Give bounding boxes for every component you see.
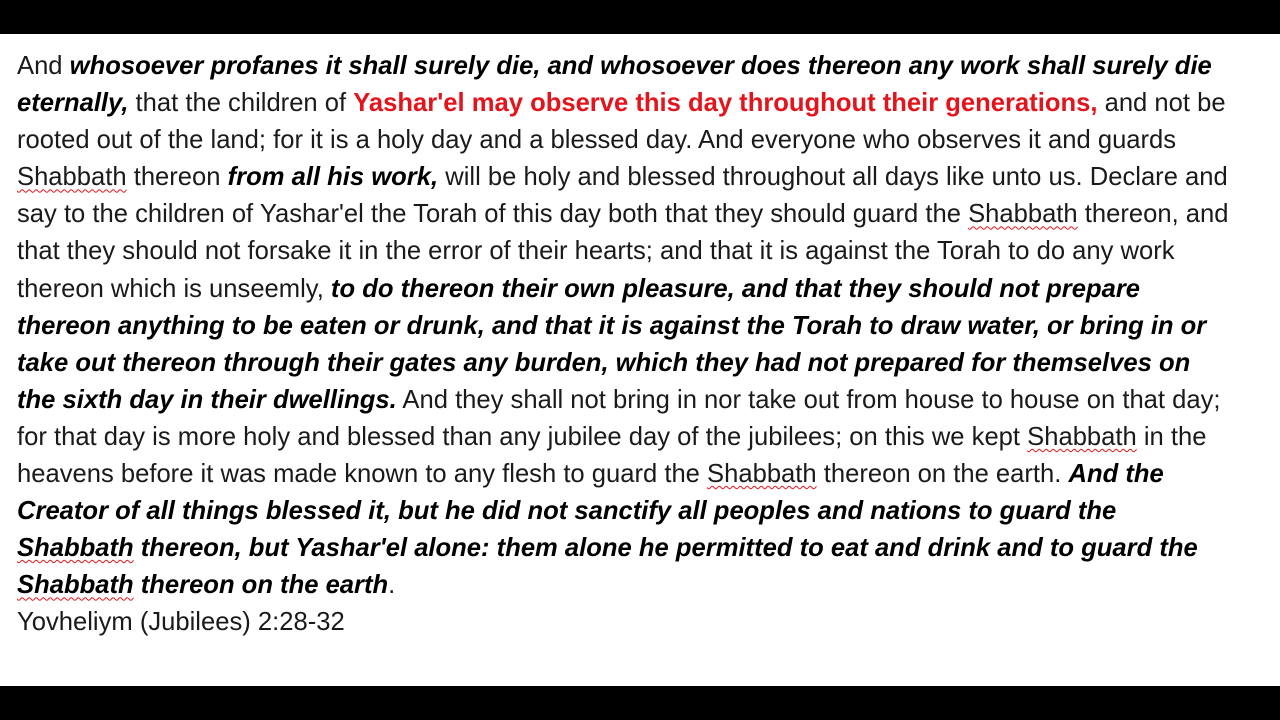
spellcheck-word: Shabbath: [17, 534, 134, 563]
passage-emphasis: And the Creator of all things blessed it, but he did not sanctify all peoples and nations to guard the: [17, 460, 1164, 526]
letterbox-bottom: [0, 686, 1280, 720]
passage-text: thereon, and that they should not forsake it in the error of their hearts; and that it is against the Torah to do any work thereon which is unseemly,: [17, 200, 1229, 303]
spellcheck-word: Shabbath: [707, 460, 817, 489]
passage-text: .: [388, 571, 396, 600]
passage-citation: Yovheliym (Jubilees) 2:28-32: [17, 608, 345, 637]
passage-text: thereon: [126, 163, 228, 192]
scripture-passage: [17, 48, 1232, 642]
passage-text: that the children of: [128, 89, 354, 118]
spellcheck-word: Shabbath: [968, 200, 1078, 229]
passage-emphasis: thereon on the earth: [133, 571, 389, 600]
spellcheck-word: Shabbath: [17, 163, 127, 192]
document-page: [0, 34, 1280, 686]
passage-emphasis: whosoever profanes it shall surely die, and whosoever does thereon any work shall surely die eternally,: [17, 52, 1212, 118]
passage-text: And: [17, 52, 70, 80]
passage-text: in the heavens before it was made known to any flesh to guard the: [17, 422, 1207, 489]
passage-highlight: Yashar'el may observe this day throughout their generations,: [353, 89, 1098, 118]
spellcheck-word: Shabbath: [17, 571, 134, 600]
passage-text: thereon on the earth.: [816, 460, 1069, 489]
passage-text: will be holy and blessed throughout all days like unto us. Declare and say to the children of Yashar'el the Torah of this day both that they should guard the: [17, 163, 1228, 229]
passage-emphasis: from all his work,: [227, 163, 439, 192]
passage-text: and not be rooted out of the land; for it is a holy day and a blessed day. And everyone who observes it and guards: [17, 89, 1226, 155]
letterbox-top: [0, 0, 1280, 34]
passage-emphasis: to do thereon their own pleasure, and that they should not prepare thereon anything to be eaten or drunk, and that it is against the Torah to draw water, or bring in or take out thereon through their gates any burden, which they had not prepared for themselves on the sixth day in their dwellings.: [17, 274, 1207, 414]
passage-text: And they shall not bring in nor take out from house to house on that day; for that day is more holy and blessed than any jubilee day of the jubilees; on this we kept: [17, 385, 1221, 451]
passage-emphasis: thereon, but Yashar'el alone: them alone he permitted to eat and drink and to guard the: [133, 534, 1198, 563]
spellcheck-word: Shabbath: [1027, 422, 1137, 451]
